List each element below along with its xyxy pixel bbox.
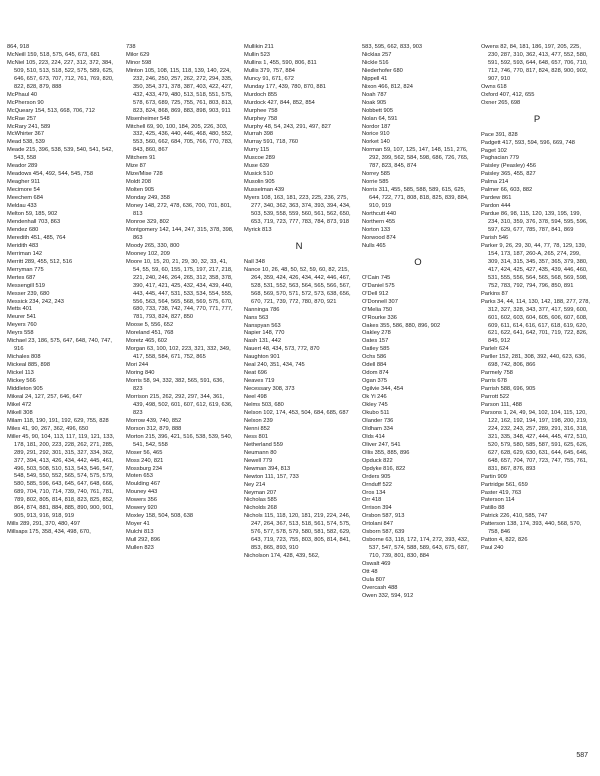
index-entry: Messick 234, 242, 243	[7, 298, 64, 305]
index-entry: Oatley 585	[362, 346, 390, 353]
index-entry: Moten 653	[126, 473, 153, 480]
index-entry: Palmer 66, 603, 882	[481, 187, 533, 194]
index-entry: Morris 58, 94, 332, 382, 565, 591, 636, 823	[126, 378, 225, 392]
index-entry: Nauert 48, 434, 573, 772, 870	[244, 346, 320, 353]
index-entry: Paisley 365, 455, 827	[481, 171, 536, 178]
index-entry: Owns 618	[481, 83, 507, 90]
index-entry: Newman 394, 813	[244, 465, 291, 472]
index-entry: Parkins 87	[481, 290, 508, 297]
index-entry: Olander 736	[362, 417, 394, 424]
index-entry: Parrott 522	[481, 394, 510, 401]
index-entry: Morrison 215, 262, 292, 297, 344, 361, 439, 498, 502, 601, 607, 612, 619, 636, 823	[126, 393, 233, 416]
index-entry: Mize/Mise 728	[126, 171, 163, 178]
index-entry: Paster 419, 763	[481, 489, 522, 496]
index-entry: Nicholson 174, 428, 439, 562,	[244, 553, 320, 560]
index-entry: Nordor 187	[362, 123, 391, 130]
index-section-letter: N	[295, 240, 303, 252]
index-entry: Moody 265, 330, 800	[126, 242, 180, 249]
index-column-5	[481, 44, 593, 553]
index-column-3	[244, 44, 354, 561]
index-entry: Mickey 566	[7, 378, 36, 385]
index-entry: Miller 45, 90, 104, 113, 117, 119, 121, 133, 178, 181, 200, 223, 228, 262, 271, 285, 289, 291, 292, 301, 315, 327, 334, 362, 377, 394, 413, 426, 434, 442, 445, 461, 496, 503, 508, 510, 513, 543, 546, 547, 548, 549, 550, 552, 565, 574, 575, 579, 580, 585, 596, 643, 645, 647, 648, 666, 689, 704, 710, 714, 739, 740, 761, 781, 789, 802, 805, 814, 818, 823, 825, 852, 864, 874, 881, 884, 885, 890, 900, 901, 905, 913, 916, 918, 919	[7, 433, 115, 520]
index-entry: O'Donnell 307	[362, 298, 398, 305]
index-entry: Oliver 247, 541	[362, 441, 401, 448]
index-entry: Murphy 48, 54, 243, 291, 497, 827	[244, 123, 331, 130]
index-entry: Myrick 813	[244, 226, 272, 233]
index-entry: Mooney 102, 209	[126, 250, 170, 257]
index-entry: Newell 779	[244, 457, 273, 464]
index-entry: Neumann 80	[244, 449, 277, 456]
index-entry: Mullen 823	[126, 545, 154, 552]
index-entry: Ollis 355, 885, 896	[362, 449, 410, 456]
index-entry: Parlelr 624	[481, 346, 509, 353]
index-entry: Norrie 585	[362, 179, 389, 186]
index-section-letter: P	[533, 113, 541, 125]
index-entry: O'Dell 912	[362, 290, 389, 297]
index-entry: Partridge 561, 659	[481, 481, 528, 488]
index-column-2	[126, 44, 234, 553]
index-entry: Nichols 115, 118, 120, 181, 219, 224, 246, 247, 264, 367, 513, 518, 561, 574, 575, 576, 577, 578, 579, 580, 581, 582, 629, 643, 719, 723, 755, 803, 805, 814, 841, 853, 865, 893, 910	[244, 513, 351, 552]
index-entry: Oros 134	[362, 489, 386, 496]
index-entry: Murdock 427, 844, 852, 854	[244, 99, 315, 106]
index-entry: Noak 905	[362, 99, 387, 106]
index-entry: Mead 538, 539	[7, 139, 45, 146]
index-entry: Metts 401	[7, 306, 32, 313]
index-entry: Nickle 516	[362, 59, 389, 66]
index-entry: Meechem 684	[7, 195, 44, 202]
index-entry: Neat 696	[244, 370, 268, 377]
index-entry: Murphee 758	[244, 107, 278, 114]
index-entry: Orders 905	[362, 473, 391, 480]
index-entry: Moss 240, 821	[126, 457, 164, 464]
index-entry: Meadows 454, 492, 544, 545, 758	[7, 171, 94, 178]
index-entry: Parris 678	[481, 378, 507, 385]
index-entry: Oakes 355, 586, 880, 896, 902	[362, 322, 441, 329]
index-entry: Milam 118, 190, 191, 192, 629, 755, 828	[7, 417, 109, 424]
index-entry: O'Melia 750	[362, 306, 393, 313]
index-entry: Ott 48	[362, 569, 378, 576]
index-entry: Meade 215, 396, 538, 539, 540, 541, 542, 543, 558	[7, 147, 113, 162]
index-entry: Millsaps 175, 358, 434, 498, 670,	[7, 529, 91, 536]
index-entry: Parsons 1, 24, 49, 94, 102, 104, 115, 120, 122, 162, 192, 194, 197, 198, 200, 219, 224, 232, 243, 257, 289, 291, 316, 318, 321, 335, 348, 427, 444, 445, 472, 510, 520, 579, 580, 585, 587, 591, 625, 626, 627, 628, 629, 630, 631, 644, 645, 646, 648, 657, 704, 707, 723, 747, 755, 761, 831, 867, 876, 893	[481, 409, 588, 472]
index-entry: Moose 5, 556, 652	[126, 322, 174, 329]
index-entry: Mull 292, 896	[126, 537, 161, 544]
index-entry: O'Rourke 336	[362, 314, 397, 321]
index-entry: Paterson 114	[481, 497, 515, 504]
index-entry: Nanninga 786	[244, 306, 280, 313]
index-entry: Naughton 901	[244, 354, 280, 361]
page-number: 587	[576, 752, 588, 759]
index-entry: Muscoe 289	[244, 155, 275, 162]
index-entry: Parish 546	[481, 235, 509, 242]
index-entry: Mendenhall 703, 863	[7, 218, 61, 225]
index-entry: Meurer 541	[7, 314, 37, 321]
index-column-4	[362, 44, 474, 601]
index-entry: Ney 214	[244, 481, 266, 488]
index-entry: Pardon 444	[481, 203, 511, 210]
index-entry: Nelson 102, 174, 453, 504, 684, 685, 687	[244, 409, 349, 416]
index-entry: Milor 629	[126, 51, 150, 58]
index-entry: Musick 510	[244, 171, 273, 178]
index-entry: Owens 82, 84, 181, 186, 197, 205, 225, 230, 287, 310, 362, 413, 477, 552, 580, 591, 592, 593, 644, 648, 657, 706, 710, 712, 746, 770, 817, 824, 828, 900, 902, 907, 910	[481, 44, 588, 82]
index-entry: Mitchell 69, 90, 100, 184, 205, 226, 303, 332, 425, 436, 440, 446, 468, 480, 552, 553, 560, 662, 684, 705, 766, 770, 783, 843, 860, 867	[126, 123, 233, 154]
index-entry: Morgan 63, 100, 102, 223, 321, 332, 349, 417, 558, 584, 671, 752, 865	[126, 346, 231, 361]
index-entry: Mertes 687	[7, 274, 36, 281]
index-entry: Newton 111, 157, 733	[244, 473, 299, 480]
index-entry: O'Daniel 575	[362, 282, 395, 289]
index-entry: Merritt 289, 455, 512, 516	[7, 258, 73, 265]
index-entry: Miles 41, 90, 267, 362, 496, 650	[7, 425, 89, 432]
index-entry: Oates 157	[362, 338, 389, 345]
index-entry: Norice 910	[362, 131, 390, 138]
index-entry: Moyer 41	[126, 521, 150, 528]
index-entry: Nash 131, 442	[244, 338, 281, 345]
index-entry: Ness 801	[244, 433, 269, 440]
index-entry: Mills 289, 291, 370, 480, 497	[7, 521, 81, 528]
index-entry: Moore 10, 15, 20, 21, 29, 30, 32, 33, 41, 54, 55, 59, 60, 155, 175, 197, 217, 218, 221, 240, 246, 264, 265, 312, 358, 378, 390, 417, 421, 425, 432, 434, 439, 440, 443, 445, 447, 531, 533, 534, 554, 555, 556, 563, 564, 565, 568, 569, 575, 670, 680, 733, 738, 742, 744, 770, 771, 777, 781, 793, 824, 827, 850	[126, 258, 233, 321]
index-entry: Mitchem 91	[126, 155, 156, 162]
index-entry: Mize 87	[126, 163, 146, 170]
index-entry: Merriman 142	[7, 250, 43, 257]
index-entry: Morson 312, 879, 888	[126, 425, 182, 432]
index-entry: Palma 214	[481, 179, 509, 186]
index-entry: Mendez 680	[7, 226, 39, 233]
index-entry: Patrick 226, 410, 585, 747	[481, 513, 548, 520]
index-entry: Oakley 278	[362, 330, 391, 337]
index-entry: Ortolani 847	[362, 521, 393, 528]
index-entry: Mullikin 211	[244, 44, 274, 50]
index-entry: Nolan 64, 591	[362, 115, 398, 122]
index-entry: Morrow 439, 740, 852	[126, 417, 182, 424]
index-entry: Patton 4, 822, 826	[481, 537, 528, 544]
index-entry: Money 148, 272, 478, 636, 700, 701, 801, 813	[126, 203, 232, 218]
index-entry: Parson 111, 488	[481, 402, 522, 409]
index-entry: Northcutt 440	[362, 211, 397, 218]
index-entry: Pardue 86, 98, 115, 120, 139, 195, 199, 234, 310, 359, 376, 378, 594, 595, 596, 597, 629, 677, 785, 787, 841, 869	[481, 211, 588, 234]
index-entry: Musolin 905	[244, 179, 275, 186]
index-entry: Mickel 113	[7, 370, 34, 377]
index-entry: McRary 241, 589	[7, 123, 51, 130]
index-entry: Norrey 585	[362, 171, 391, 178]
index-entry: Norris 311, 455, 585, 588, 589, 615, 625, 644, 722, 771, 808, 818, 825, 839, 884, 910, 919	[362, 187, 469, 210]
index-entry: Neal 240, 351, 434, 745	[244, 362, 305, 369]
index-entry: McQueary 154, 513, 668, 706, 712	[7, 107, 95, 114]
index-entry: Musselman 439	[244, 187, 285, 194]
index-entry: Parks 34, 44, 114, 130, 142, 188, 277, 278, 312, 327, 328, 343, 377, 417, 599, 600, 601, 602, 603, 604, 605, 606, 607, 608, 609, 611, 614, 616, 617, 618, 619, 620, 621, 622, 641, 642, 701, 719, 722, 826, 845, 912	[481, 298, 590, 345]
index-entry: Messengill 519	[7, 282, 45, 289]
index-entry: Pace 391, 828	[481, 131, 518, 138]
index-entry: Middleton 905	[7, 385, 43, 392]
index-entry: Osborn 587, 639	[362, 529, 405, 536]
index-entry: Noah 787	[362, 91, 387, 98]
index-entry: Monday 249, 358	[126, 195, 170, 202]
index-entry: Patterson 138, 174, 393, 440, 568, 570, 758, 846	[481, 521, 582, 536]
index-entry: Odell 884	[362, 362, 387, 369]
index-entry: Overcash 488	[362, 584, 398, 591]
index-entry: Pardew 861	[481, 195, 512, 202]
index-entry: Neaves 719	[244, 378, 275, 385]
index-entry: Partin 909	[481, 473, 507, 480]
index-entry: Molten 905	[126, 187, 155, 194]
index-entry: Parker 9, 26, 29, 30, 44, 77, 78, 129, 139, 154, 173, 187, 260-A, 265, 274, 299, 309, 314, 315, 345, 357, 365, 379, 380, 417, 424, 425, 427, 435, 439, 446, 460, 531, 555, 556, 564, 565, 568, 569, 598, 752, 783, 792, 794, 796, 850, 891	[481, 242, 588, 289]
index-entry: Nall 348	[244, 258, 265, 265]
index-entry: McNiel 105, 223, 224, 227, 312, 372, 384, 509, 510, 513, 518, 522, 575, 589, 625, 646, 657, 673, 707, 712, 761, 769, 820, 822, 828, 879, 888	[7, 59, 114, 90]
index-entry: Mullis 379, 757, 884	[244, 67, 295, 74]
index-entry: Opduck 822	[362, 457, 393, 464]
index-entry: Meldau 433	[7, 203, 37, 210]
index-entry: Nippell 41	[362, 75, 388, 82]
index-entry: Ogilvie 344, 454	[362, 386, 404, 393]
index-entry: Osborne 63, 118, 172, 174, 272, 393, 432, 537, 547, 574, 588, 589, 643, 675, 687, 710, 739, 801, 830, 884	[362, 537, 469, 560]
index-entry: Meagher 911	[7, 179, 41, 186]
index-entry: Mullin 523	[244, 51, 270, 58]
index-entry: Mulchi 813	[126, 529, 154, 536]
index-entry: Meyers 760	[7, 322, 37, 329]
index-column-1	[7, 44, 115, 537]
index-entry: Mikeal 24, 127, 257, 646, 647	[7, 393, 82, 400]
index-entry: Murray 591, 718, 760	[244, 139, 299, 146]
index-entry: Moreland 451, 768	[126, 330, 174, 337]
index-entry: Owen 332, 594, 912	[362, 592, 414, 599]
index-entry: 583, 595, 662, 833, 903	[362, 44, 423, 50]
index-entry: Nixon 466, 812, 824	[362, 83, 413, 90]
index-entry: Olds 414	[362, 433, 385, 440]
index-entry: Oula 807	[362, 577, 386, 583]
index-entry: Mecimore 54	[7, 187, 40, 194]
index-entry: Paul 240	[481, 545, 504, 552]
index-entry: Paghacian 779	[481, 155, 519, 162]
index-entry: Muse 639	[244, 163, 269, 170]
index-entry: Nelxon 239	[244, 417, 273, 424]
index-section-letter: O	[414, 256, 422, 268]
index-entry: Meador 289	[7, 163, 38, 170]
index-entry: Murry 115	[244, 147, 270, 154]
index-entry: McNeill 159, 518, 575, 645, 673, 681	[7, 51, 100, 58]
index-entry: Orr 418	[362, 497, 382, 504]
index-entry: Opdyke 816, 822	[362, 465, 406, 472]
index-entry: Mowers 356	[126, 497, 157, 504]
index-entry: Okubo 511	[362, 409, 390, 416]
index-entry: Murrah 398	[244, 131, 274, 138]
index-entry: O'Cain 745	[362, 274, 391, 281]
index-entry: Mowery 920	[126, 505, 157, 512]
index-entry: Monroe 329, 802	[126, 218, 170, 225]
index-entry: Orrison 394	[362, 505, 392, 512]
index-entry: Neel 498	[244, 394, 267, 401]
index-entry: Parmely 758	[481, 370, 513, 377]
index-entry: McPhaul 40	[7, 91, 38, 98]
index-entry: 738	[126, 44, 136, 50]
index-entry: Mikell 308	[7, 409, 33, 416]
index-entry: Nans 563	[244, 314, 269, 321]
index-entry: Meridith 483	[7, 242, 39, 249]
index-entry: Michael 23, 186, 575, 647, 648, 740, 747, 916	[7, 338, 112, 353]
index-entry: Mori 244	[126, 362, 149, 369]
index-entry: Montgomery 142, 144, 247, 315, 378, 398, 863	[126, 226, 234, 241]
index-entry: Norman 59, 107, 125, 147, 148, 151, 276, 292, 399, 562, 584, 598, 686, 726, 765, 787, 823, 845, 874	[362, 147, 469, 170]
index-entry: Moretz 465, 602	[126, 338, 168, 345]
index-entry: Oldham 334	[362, 425, 393, 432]
index-entry: Paisley (Peasley) 456	[481, 163, 537, 170]
index-entry: Munday 177, 439, 780, 870, 881	[244, 83, 326, 90]
index-entry: Ok Yi 246	[362, 394, 387, 401]
index-entry: Okley 745	[362, 402, 388, 409]
index-entry: Murphey 758	[244, 115, 278, 122]
index-entry: 864, 918	[7, 44, 30, 50]
index-entry: Muncy 91, 671, 672	[244, 75, 294, 82]
index-entry: Michales 808	[7, 354, 41, 361]
index-entry: Misenheimer 548	[126, 115, 170, 122]
index-entry: Nance 10, 26, 48, 50, 52, 59, 60, 82, 215, 264, 359, 424, 426, 434, 442, 446, 467, 528, 531, 552, 563, 564, 565, 566, 567, 568, 569, 570, 571, 572, 573, 638, 656, 670, 721, 739, 772, 780, 870, 921	[244, 266, 351, 305]
index-entry: Parller 152, 281, 308, 392, 440, 623, 636, 698, 742, 806, 866	[481, 354, 586, 369]
index-entry: Meredith 451, 485, 764	[7, 234, 66, 241]
index-entry: Murdoch 855	[244, 91, 278, 98]
index-entry: Moring 840	[126, 370, 155, 377]
index-entry: Minton 105, 108, 115, 118, 139, 140, 224, 232, 246, 250, 257, 262, 272, 294, 335, 350, 354, 371, 378, 387, 403, 422, 427, 432, 433, 479, 480, 513, 518, 551, 575, 578, 673, 689, 725, 755, 761, 803, 813, 823, 824, 868, 869, 883, 898, 903, 911	[126, 67, 233, 114]
index-entry: Napier 148, 770	[244, 330, 285, 337]
index-entry: Meyrs 558	[7, 330, 34, 337]
index-entry: McWhirter 367	[7, 131, 44, 138]
index-entry: Mickeal 885, 898	[7, 362, 50, 369]
index-entry: Nulls 465	[362, 242, 386, 249]
index-entry: Merryman 775	[7, 266, 44, 273]
index-entry: McPherson 90	[7, 99, 44, 106]
index-entry: Moldt 208	[126, 179, 151, 186]
index-entry: Moser 56, 465	[126, 449, 163, 456]
index-entry: Oswalt 469	[362, 561, 391, 568]
index-entry: Oxford 407, 412, 655	[481, 91, 535, 98]
index-entry: Nicholas 585	[244, 497, 277, 504]
index-entry: Niederhofer 680	[362, 67, 403, 74]
index-entry: Nelms 503, 680	[244, 402, 284, 409]
index-entry: Norton 133	[362, 226, 391, 233]
index-entry: Necessary 308, 373	[244, 386, 295, 393]
index-entry: Nobbett 905	[362, 107, 393, 114]
index-entry: Mikel 472	[7, 401, 32, 408]
index-entry: Nicklas 257	[362, 51, 392, 58]
index-entry: Morton 215, 396, 421, 516, 538, 539, 540, 541, 542, 558	[126, 433, 233, 448]
index-entry: Northern 455	[362, 218, 396, 225]
index-entry: Myers 108, 163, 181, 223, 225, 236, 275, 277, 340, 362, 363, 374, 393, 394, 434, 503, 539, 558, 559, 560, 561, 562, 650, 653, 719, 723, 777, 783, 784, 873, 918	[244, 195, 351, 225]
index-entry: Padgett 417, 593, 594, 596, 669, 748	[481, 139, 575, 146]
index-entry: Ochs 586	[362, 354, 387, 361]
index-entry: Neyman 207	[244, 489, 277, 496]
index-entry: Melton 59, 185, 902	[7, 211, 58, 218]
index-entry: Norwood 874	[362, 234, 396, 241]
index-entry: Minor 598	[126, 59, 152, 66]
index-entry: Nicholds 268	[244, 505, 277, 512]
index-entry: Netherland 559	[244, 441, 283, 448]
index-entry: Moulding 467	[126, 481, 161, 488]
index-entry: Oxner 265, 698	[481, 99, 521, 106]
index-entry: Mullins 1, 455, 590, 806, 811	[244, 59, 317, 66]
index-entry: Mouney 443	[126, 489, 158, 496]
index-entry: Nanspyan 563	[244, 322, 281, 329]
index-entry: Patillo 88	[481, 505, 505, 512]
index-entry: Odom 874	[362, 370, 389, 377]
index-entry: Parrish 588, 696, 905	[481, 386, 536, 393]
index-entry: Ogan 375	[362, 378, 387, 385]
index-entry: Nenni 852	[244, 425, 270, 432]
index-entry: McRae 257	[7, 115, 37, 122]
index-entry: Norket 140	[362, 139, 390, 146]
index-entry: Messer 239, 680	[7, 290, 50, 297]
index-entry: Ornduff 522	[362, 481, 392, 488]
index-entry: Orsbon 587, 913	[362, 513, 405, 520]
index-entry: Moxley 158, 504, 508, 638	[126, 513, 194, 520]
index-entry: Paget 102	[481, 147, 507, 154]
index-entry: Mossburg 234	[126, 465, 163, 472]
